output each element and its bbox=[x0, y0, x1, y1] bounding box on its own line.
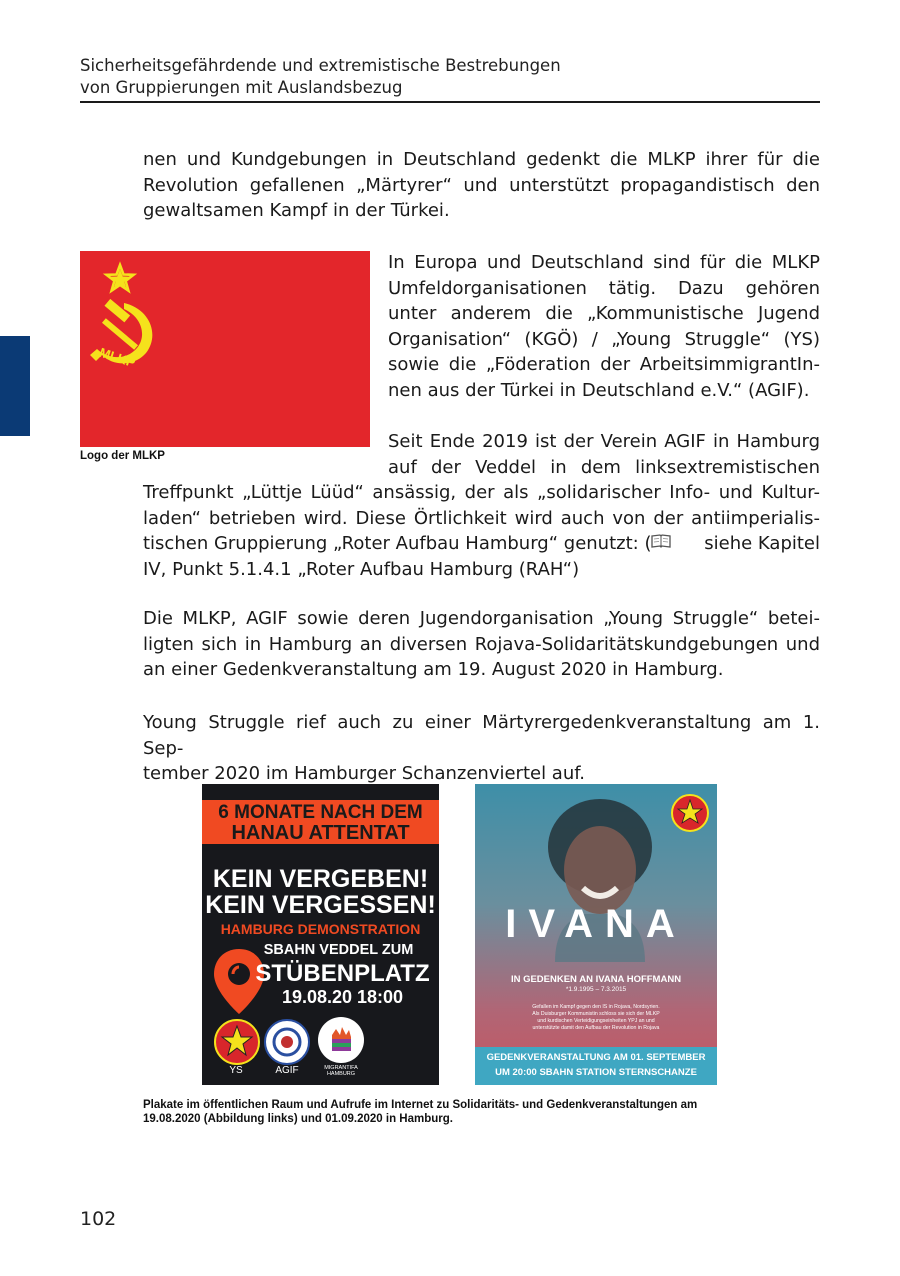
migrantifa-logo-icon bbox=[318, 1017, 364, 1063]
caption-line: Plakate im öffentlichen Raum und Aufrufe im Internet zu Solidaritäts- und Gedenkveranstaltungen am bbox=[143, 1099, 698, 1111]
poster-line: 6 MONATE NACH DEM bbox=[218, 802, 423, 823]
text-line: Umfeldorganisationen tätig. Dazu gehören bbox=[388, 277, 820, 299]
page-number: 102 bbox=[80, 1208, 117, 1230]
text-line: laden“ betrieben wird. Diese Örtlichkeit wird auch von der antiimperialis- bbox=[143, 507, 820, 529]
ref-text: siehe Kapitel bbox=[704, 533, 820, 554]
text-line: an einer Gedenkveranstaltung am 19. August 2020 in Hamburg. bbox=[143, 659, 724, 680]
small-text-line: unterstützte damit den Aufbau der Revolution in Rojava bbox=[532, 1025, 660, 1031]
poster-line: HAMBURG DEMONSTRATION bbox=[220, 921, 421, 937]
poster-line: KEIN VERGESSEN! bbox=[205, 891, 436, 919]
text-line: In Europa und Deutschland sind für die MLKP bbox=[388, 252, 820, 273]
flag-caption: Logo der MLKP bbox=[80, 450, 165, 462]
paragraph-agif-full bbox=[143, 480, 820, 582]
poster-event-line: UM 20:00 SBAHN STATION STERNSCHANZE bbox=[495, 1067, 697, 1078]
poster-ivana-memorial bbox=[475, 784, 717, 1085]
poster-line: STÜBENPLATZ bbox=[255, 960, 430, 987]
chapter-reference-link[interactable] bbox=[704, 531, 820, 557]
text-segment: tischen Gruppierung „Roter Aufbau Hamburg“ genutzt: ( bbox=[143, 531, 673, 557]
mlkp-flag-logo bbox=[80, 251, 370, 447]
running-header bbox=[80, 55, 820, 99]
text-line: Revolution gefallenen „Märtyrer“ und unterstützt propagandistisch den bbox=[143, 174, 820, 196]
poster-memorial-line: IN GEDENKEN AN IVANA HOFFMANN bbox=[510, 974, 682, 985]
paragraph-intro bbox=[143, 147, 820, 224]
poster-line: 19.08.20 18:00 bbox=[281, 987, 404, 1007]
poster-event-line: GEDENKVERANSTALTUNG AM 01. SEPTEMBER bbox=[486, 1052, 706, 1063]
text-line-with-ref bbox=[143, 531, 820, 557]
text-line: Organisation“ (KGÖ) / „Young Struggle“ (YS) bbox=[388, 328, 820, 350]
text-line: Treffpunkt „Lüttje Lüüd“ ansässig, der als „solidarischer Info- und Kultur- bbox=[143, 482, 820, 503]
header-line-1: Sicherheitsgefährdende und extremistische Bestrebungen bbox=[80, 56, 561, 75]
text-line: ligten sich in Hamburg an diversen Rojava-Solidaritätskundgebungen und bbox=[143, 633, 820, 655]
text-line: sowie die „Föderation der ArbeitsimmigrantIn- bbox=[388, 354, 820, 375]
logo-label: YS bbox=[229, 1065, 243, 1076]
poster-line: SBAHN VEDDEL ZUM bbox=[263, 942, 414, 958]
text-line: tember 2020 im Hamburger Schanzenviertel auf. bbox=[143, 763, 585, 784]
paragraph-organisations bbox=[388, 250, 820, 403]
poster-name: IVANA bbox=[505, 902, 687, 946]
logo-label: AGIF bbox=[275, 1065, 299, 1076]
text-line: nen aus der Türkei in Deutschland e.V.“ (AGIF). bbox=[388, 379, 810, 401]
small-text-line: Gefallen im Kampf gegen den IS in Rojava, Nordsyrien. bbox=[532, 1004, 660, 1010]
text-line: IV, Punkt 5.1.4.1 „Roter Aufbau Hamburg (RAH“) bbox=[143, 558, 580, 580]
hammer-sickle-star-icon bbox=[80, 251, 370, 447]
poster-hanau-demonstration bbox=[202, 784, 439, 1085]
poster-small-text bbox=[475, 1004, 717, 1032]
header-line-2: von Gruppierungen mit Auslandsbezug bbox=[80, 78, 403, 97]
text-line: Die MLKP, AGIF sowie deren Jugendorganisation „Young Struggle“ betei- bbox=[143, 608, 820, 629]
text-line: Young Struggle rief auch zu einer Märtyrergedenkveranstaltung am 1. Sep- bbox=[143, 712, 820, 759]
header-rule bbox=[80, 101, 820, 103]
text-line: nen und Kundgebungen in Deutschland gedenkt die MLKP ihrer für die bbox=[143, 149, 820, 170]
poster-line: HANAU ATTENTAT bbox=[231, 822, 410, 844]
caption-line: 19.08.2020 (Abbildung links) und 01.09.2020 in Hamburg. bbox=[143, 1113, 453, 1125]
agif-logo-icon bbox=[264, 1019, 310, 1065]
text-line: Seit Ende 2019 ist der Verein AGIF in Hamburg bbox=[388, 431, 820, 452]
text-line: auf der Veddel in dem linksextremistischen bbox=[388, 456, 820, 478]
open-book-icon bbox=[651, 533, 671, 549]
logo-label: MIGRANTIFA HAMBURG bbox=[324, 1065, 358, 1077]
paragraph-solidarity bbox=[143, 606, 820, 683]
text-line: unter anderem die „Kommunistische Jugend bbox=[388, 303, 820, 324]
small-text-line: und kurdischen Verteidigungseinheiten YPJ an und bbox=[537, 1018, 655, 1024]
ys-star-logo-icon bbox=[671, 794, 709, 832]
posters-caption bbox=[143, 1098, 820, 1126]
mlkp-logo-text: MLKP bbox=[97, 344, 138, 371]
chapter-tab-marker bbox=[0, 336, 30, 436]
paragraph-agif-right bbox=[388, 429, 820, 480]
paragraph-young-struggle bbox=[143, 710, 820, 787]
poster-line: KEIN VERGEBEN! bbox=[212, 865, 429, 893]
small-text-line: Als Duisburger Kommunistin schloss sie sich der MLKP bbox=[532, 1011, 660, 1017]
text-line: gewaltsamen Kampf in der Türkei. bbox=[143, 200, 450, 221]
ys-logo-icon bbox=[214, 1019, 260, 1065]
poster-dates: *1.9.1995 – 7.3.2015 bbox=[565, 986, 627, 993]
